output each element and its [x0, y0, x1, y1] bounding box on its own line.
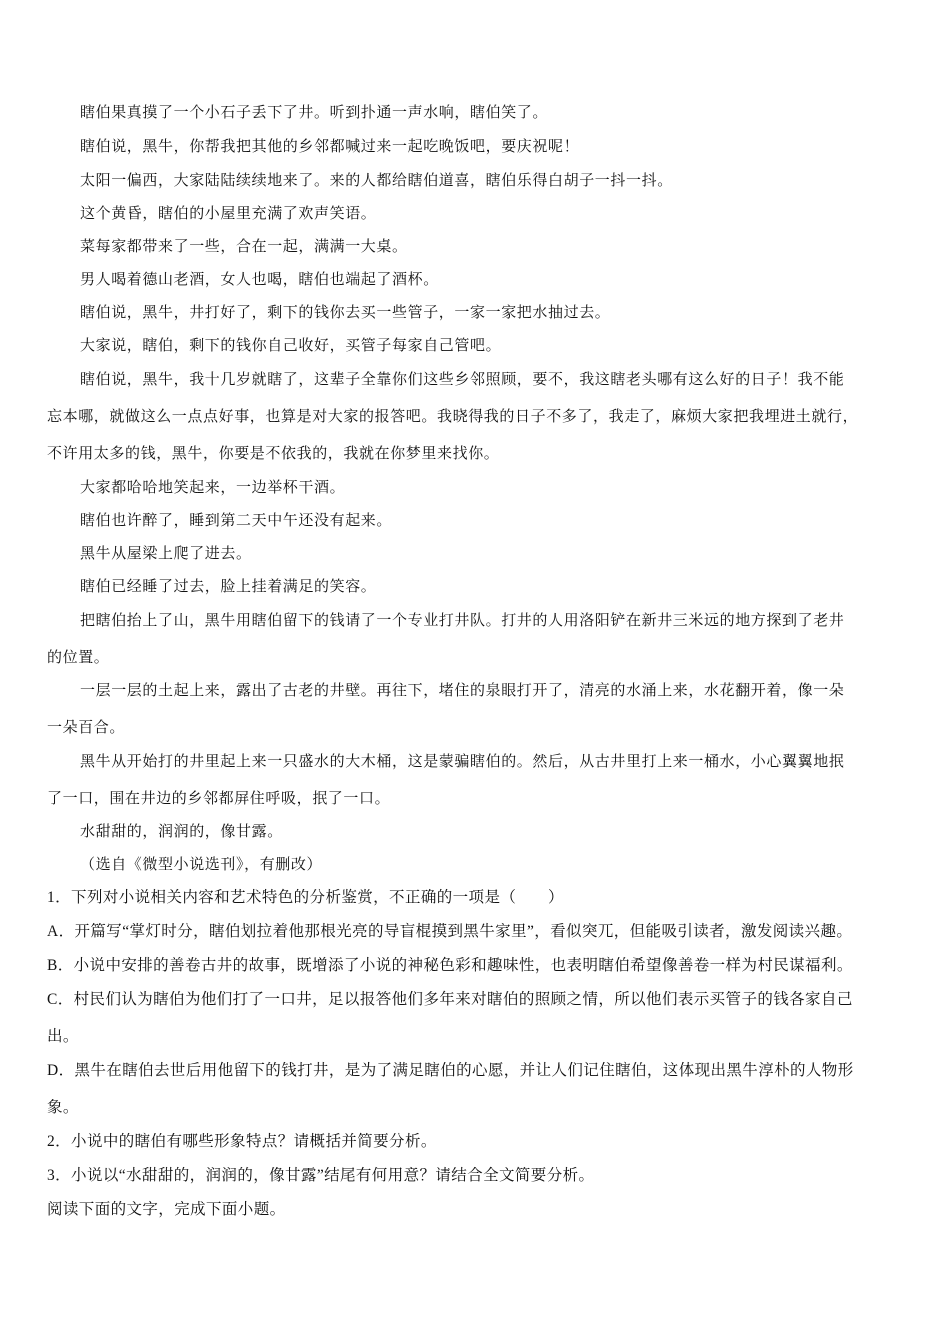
option-d-continuation: 象。	[47, 1099, 79, 1116]
story-paragraph-line: 一朵百合。	[47, 718, 126, 736]
story-paragraph-line: 一层一层的土起上来，露出了古老的井壁。再往下，堵住的泉眼打开了，清亮的水涌上来，水花翻开着，像一朵	[80, 681, 845, 699]
story-paragraph: 菜每家都带来了一些，合在一起，满满一大桌。	[80, 237, 408, 255]
story-paragraph: 男人喝着德山老酒，女人也喝，瞎伯也端起了酒杯。	[80, 270, 439, 288]
story-paragraph-line: 把瞎伯抬上了山，黑牛用瞎伯留下的钱请了一个专业打井队。打井的人用洛阳铲在新井三米远的地方探到了老井	[80, 611, 845, 629]
story-paragraph-line: 瞎伯说，黑牛，我十几岁就瞎了，这辈子全靠你们这些乡邻照顾，要不，我这瞎老头哪有这么好的日子！我不能	[80, 370, 845, 388]
story-paragraph-line: 了一口，围在井边的乡邻都屏住呼吸，抿了一口。	[47, 789, 391, 807]
story-paragraph-line: 的位置。	[47, 648, 110, 666]
story-paragraph: 瞎伯果真摸了一个小石子丢下了井。听到扑通一声水响，瞎伯笑了。	[80, 103, 549, 121]
story-paragraph: 瞎伯说，黑牛，你帮我把其他的乡邻都喊过来一起吃晚饭吧，要庆祝呢！	[80, 137, 580, 155]
option-a: A．开篇写“掌灯时分，瞎伯划拉着他那根光亮的导盲棍摸到黑牛家里”，看似突兀，但能吸引读者，激发阅读兴趣。	[47, 923, 853, 940]
story-paragraph: 这个黄昏，瞎伯的小屋里充满了欢声笑语。	[80, 204, 377, 222]
story-source: （选自《微型小说选刊》，有删改）	[80, 855, 323, 873]
story-paragraph-line: 忘本哪，就做这么一点点好事，也算是对大家的报答吧。我晓得我的日子不多了，我走了，麻烦大家把我埋进土就行，	[47, 407, 859, 425]
story-ending: 水甜甜的，润润的，像甘露。	[80, 822, 283, 840]
question-3: 3．小说以“水甜甜的，润润的，像甘露”结尾有何用意？请结合全文简要分析。	[47, 1167, 595, 1184]
story-paragraph: 大家都哈哈地笑起来，一边举杯干酒。	[80, 478, 346, 496]
option-b: B．小说中安排的善卷古井的故事，既增添了小说的神秘色彩和趣味性，也表明瞎伯希望像善卷一样为村民谋福利。	[47, 957, 853, 974]
story-paragraph: 瞎伯也许醉了，睡到第二天中午还没有起来。	[80, 511, 393, 529]
next-section-instruction: 阅读下面的文字，完成下面小题。	[47, 1201, 286, 1218]
option-c-continuation: 出。	[47, 1028, 79, 1045]
question-1: 1．下列对小说相关内容和艺术特色的分析鉴赏，不正确的一项是（ ）	[47, 889, 564, 906]
story-paragraph: 大家说，瞎伯，剩下的钱你自己收好，买管子每家自己管吧。	[80, 336, 502, 354]
story-paragraph: 太阳一偏西，大家陆陆续续地来了。来的人都给瞎伯道喜，瞎伯乐得白胡子一抖一抖。	[80, 171, 673, 189]
question-2: 2．小说中的瞎伯有哪些形象特点？请概括并简要分析。	[47, 1133, 437, 1150]
story-paragraph-line: 不许用太多的钱，黑牛，你要是不依我的，我就在你梦里来找你。	[47, 444, 500, 462]
option-d: D．黑牛在瞎伯去世后用他留下的钱打井，是为了满足瞎伯的心愿，并让人们记住瞎伯，这体现出黑牛淳朴的人物形	[47, 1062, 854, 1079]
story-paragraph: 黑牛从屋梁上爬了进去。	[80, 544, 252, 562]
story-paragraph: 瞎伯说，黑牛，井打好了，剩下的钱你去买一些管子，一家一家把水抽过去。	[80, 303, 611, 321]
story-paragraph-line: 黑牛从开始打的井里起上来一只盛水的大木桶，这是蒙骗瞎伯的。然后，从古井里打上来一桶水，小心翼翼地抿	[80, 752, 845, 770]
option-c: C．村民们认为瞎伯为他们打了一口井，足以报答他们多年来对瞎伯的照顾之情，所以他们表示买管子的钱各家自己	[47, 991, 853, 1008]
story-paragraph: 瞎伯已经睡了过去，脸上挂着满足的笑容。	[80, 577, 377, 595]
